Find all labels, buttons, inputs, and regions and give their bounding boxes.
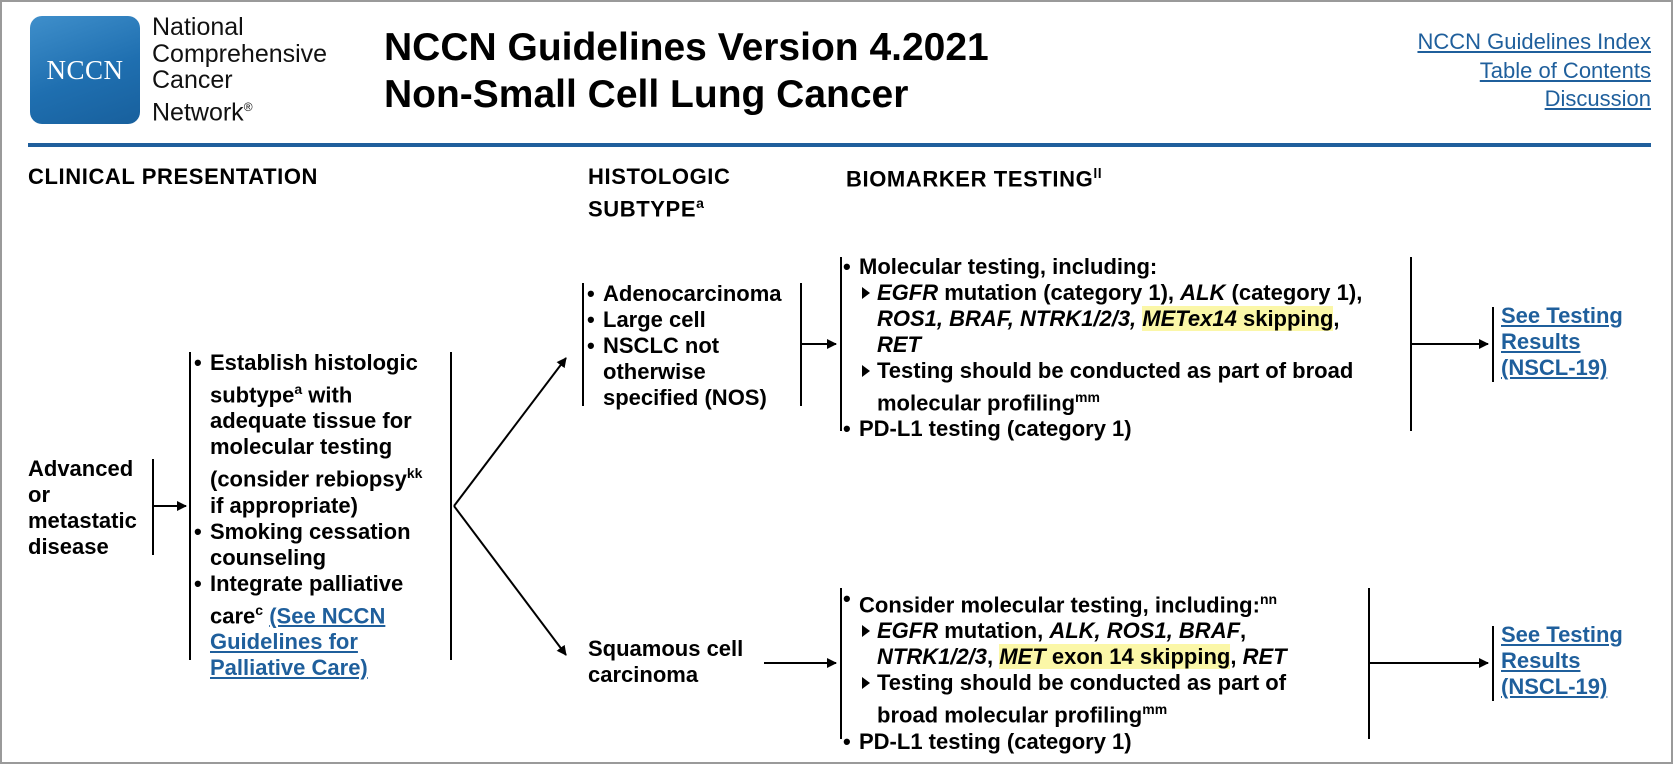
arrow bbox=[454, 506, 566, 655]
biomarker-subitem: Testing should be conducted as part of broad molecular profiling$^{mm}$ bbox=[859, 358, 1411, 416]
guideline-version: NCCN Guidelines Version 4.2021 bbox=[384, 26, 989, 69]
highlighted-text: METex14 skipping bbox=[1142, 306, 1334, 331]
biomarker-item: • Consider molecular testing, including:$^{nn}$ EGFR mutation, ALK, ROS1, BRAF, NTRK1/2/3, MET exon 14 skipping, RET Testing should be conducted as part of broad molecular profiling$^{mm}$ bbox=[841, 586, 1381, 729]
biomarker-testing-header: BIOMARKER $TESTING^{ll}$ bbox=[846, 165, 1103, 192]
org-line: Cancer bbox=[152, 66, 233, 94]
see-testing-results-link-bottom[interactable]: See Testing Results (NSCL-19) bbox=[1501, 622, 1623, 699]
discussion-link[interactable]: Discussion bbox=[1544, 86, 1651, 111]
palliative-care-link[interactable]: Guidelines for bbox=[210, 628, 358, 654]
biomarker-item: • PD-L1 testing (category 1) bbox=[841, 729, 1381, 755]
palliative-care-link[interactable]: Palliative Care) bbox=[210, 654, 368, 680]
table-of-contents-link[interactable]: Table of Contents bbox=[1479, 57, 1651, 83]
org-line: Comprehensive bbox=[152, 39, 328, 68]
biomarker-item: • PD-L1 testing (category 1) bbox=[841, 416, 1411, 442]
biomarker-subitem: EGFR mutation, ALK, ROS1, BRAF, NTRK1/2/3, MET exon 14 skipping, RET bbox=[859, 618, 1381, 670]
subtype-item: • Adenocarcinoma bbox=[585, 281, 782, 307]
workup-item: • Establish histologic subtype$^a$ with adequate tissue for molecular testing (consider rebiopsy$^{kk}$ if appropriate) bbox=[192, 350, 452, 519]
org-line: Network® bbox=[152, 97, 253, 126]
subtype-item: • Large cell bbox=[585, 307, 782, 333]
guidelines-index-link[interactable]: NCCN Guidelines Index bbox=[1417, 29, 1651, 54]
highlighted-text: MET exon 14 skipping bbox=[999, 644, 1231, 670]
org-line: National bbox=[152, 13, 244, 41]
footnote-a: a bbox=[696, 195, 705, 211]
footnote-ll: ll bbox=[1093, 165, 1103, 181]
palliative-care-link[interactable]: (See NCCN bbox=[269, 602, 386, 628]
clinical-presentation-header: CLINICAL PRESENTATION bbox=[28, 164, 319, 189]
guideline-topic: Non-Small Cell Lung Cancer bbox=[384, 73, 909, 116]
workup-item: • Integrate palliative care$^c$ (See NCCN Guidelines for Palliative Care) bbox=[192, 571, 452, 681]
squamous-subtype: Squamous cell carcinoma bbox=[588, 636, 744, 687]
logo-text: NCCN bbox=[46, 54, 124, 85]
arrow bbox=[454, 358, 566, 506]
histologic-subtype-header: HISTOLOGIC SUBTYPE$^a$ bbox=[588, 164, 731, 222]
workup-item: • Smoking cessation counseling bbox=[192, 519, 452, 571]
biomarker-subitem: Testing should be conducted as part of broad molecular profiling$^{mm}$ bbox=[859, 670, 1381, 728]
biomarker-subitem: EGFR mutation (category 1), ALK (category 1), ROS1, BRAF, NTRK1/2/3, METex14 skipping, RET bbox=[859, 280, 1411, 358]
biomarker-item: • Molecular testing, including: EGFR mutation (category 1), ALK (category 1), ROS1, BRAF, NTRK1/2/3, METex14 skipping, RET Testing should be conducted as part of broad molecular profiling$^{mm}$ bbox=[841, 254, 1411, 416]
see-testing-results-link-top[interactable]: See Testing Results (NSCL-19) bbox=[1501, 303, 1623, 380]
presentation-box: Advanced or metastatic disease bbox=[28, 456, 137, 559]
registered-mark: ® bbox=[243, 99, 253, 114]
subtype-item: • NSCLC not otherwise specified (NOS) bbox=[585, 333, 782, 411]
